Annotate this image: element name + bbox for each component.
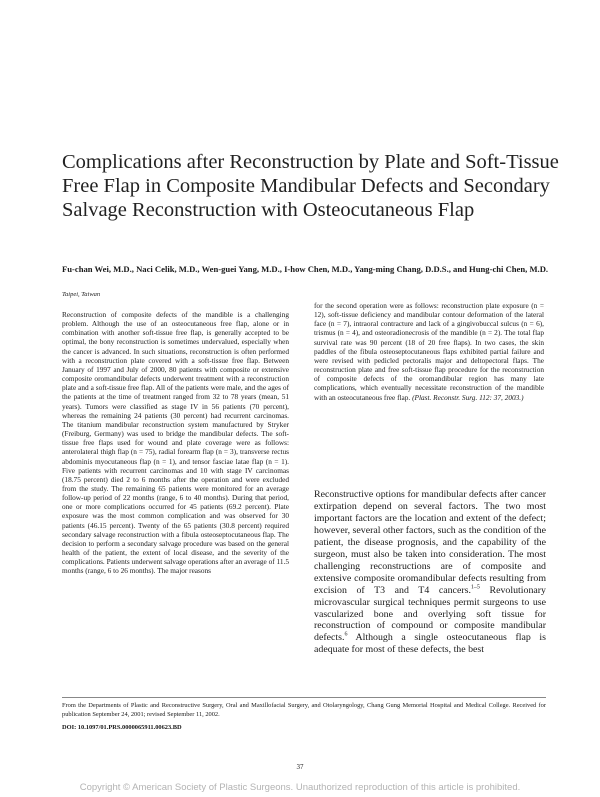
body-text-1: Reconstructive options for mandibular defects after cancer extirpation depend on several factors. The two most important factors are the location and extent of the defect; however, several other factors, such as the condition of the patient, the disease prognosis, and the capability of the surgeon, must also be taken into consideration. The most challenging reconstructions are of composite and extensive composite oromandibular defects resulting from excision of T3 and T4 cancers.: [314, 489, 546, 596]
affiliation: Taipei, Taiwan: [62, 291, 101, 298]
abstract-column-1: [62, 310, 289, 576]
article-title: Complications after Reconstruction by Plate and Soft-Tissue Free Flap in Composite Mandibular Defects and Secondary Salvage Reconstruction with Osteocutaneous Flap: [62, 151, 559, 221]
abstract-text-part-2: for the second operation were as follows: reconstruction plate exposure (n = 12), soft-tissue deficiency and mandibular contour deformation of the lateral face (n = 7), intraoral contracture and lack of a gingivobuccal sulcus (n = 6), trismus (n = 4), and osteoradionecrosis of the mandible (n = 2). The total flap survival rate was 90 percent (18 of 20 free flaps). In two cases, the skin paddles of the fibula osteoseptocutaneous flaps exhibited partial failure and were revised with pedicled pectoralis major and deltopectoral flaps. The reconstruction plate and free soft-tissue flap procedure for the reconstruction of composite defects of the oromandibular region has many late complications, which eventually necessitate reconstruction of the mandible with an osteocutaneous free flap.: [314, 301, 544, 402]
doi-line: DOI: 10.1097/01.PRS.0000065911.00623.BD: [62, 724, 182, 731]
footnote-divider: [62, 697, 546, 698]
copyright-notice: Copyright © American Society of Plastic Surgeons. Unauthorized reproduction of this article is prohibited.: [79, 782, 521, 793]
body-text-2: Revolutionary microvascular surgical techniques permit surgeons to use vascularized bone and overlying soft tissue for reconstruction of compound or composite mandibular defects.: [314, 584, 546, 644]
journal-citation: (Plast. Reconstr. Surg. 112: 37, 2003.): [412, 392, 524, 402]
abstract-column-2: [314, 301, 544, 402]
reference-marker: 1–5: [470, 584, 480, 591]
page-number: 37: [296, 763, 304, 771]
introduction-paragraph: [314, 489, 546, 656]
body-text-3: Although a single osteocutaneous flap is adequate for most of these defects, the best: [314, 632, 546, 656]
affiliation-footnote: From the Departments of Plastic and Reconstructive Surgery, Oral and Maxillofacial Surgery, and Otolaryngology, Chang Gung Memorial Hospital and Medical College. Received for publication September 24, 2001; revised September 11, 2002.: [62, 702, 546, 718]
abstract-text-part-1: Reconstruction of composite defects of the mandible is a challenging problem. Although the use of an osteocutaneous free flap, alone or in combination with another soft-tissue free flap, is generally accepted to be optimal, the bony reconstruction is sometimes undervalued, especially when the cancer is advanced. In such situations, reconstruction is often performed with a reconstruction plate covered with a soft-tissue free flap. Between January of 1997 and July of 2000, 80 patients with composite or extensive composite oromandibular defects underwent treatment with a reconstruction plate and a soft-tissue free flap. All of the patients were male, and the ages of the patients at the time of treatment ranged from 32 to 78 years (mean, 51 years). Tumors were classified as stage IV in 56 patients (70 percent), whereas the remaining 24 patients (30 percent) had recurrent carcinomas. The titanium mandibular reconstruction system manufactured by Stryker (Freiburg, Germany) was used to bridge the mandibular defects. The soft-tissue free flaps used for wound and plate coverage were as follows: anterolateral thigh flap (n = 75), radial forearm flap (n = 3), transverse rectus abdominis myocutaneous flap (n = 1), and tensor fasciae latae flap (n = 1). Five patients with recurrent carcinomas and 10 with stage IV carcinomas (18.75 percent) died 2 to 6 months after the operation and were excluded from the study. The remaining 65 patients were monitored for an average follow-up period of 22 months (range, 6 to 40 months). During that period, one or more complications occurred for 45 patients (69.2 percent). Plate exposure was the most common complication and was observed for 30 patients (46.15 percent). Twenty of the 65 patients (30.8 percent) required secondary salvage reconstruction with a fibula osteoseptocutaneous flap. The decision to perform a secondary salvage procedure was based on the general health of the patient, the extent of local disease, and the severity of the complications. Patients underwent salvage operations after an average of 11.5 months (range, 6 to 26 months). The major reasons: [62, 310, 289, 576]
author-list: Fu-chan Wei, M.D., Naci Celik, M.D., Wen-guei Yang, M.D., I-how Chen, M.D., Yang-ming Chang, D.D.S., and Hung-chi Chen, M.D.: [62, 264, 549, 274]
reference-marker: 6: [344, 632, 348, 639]
